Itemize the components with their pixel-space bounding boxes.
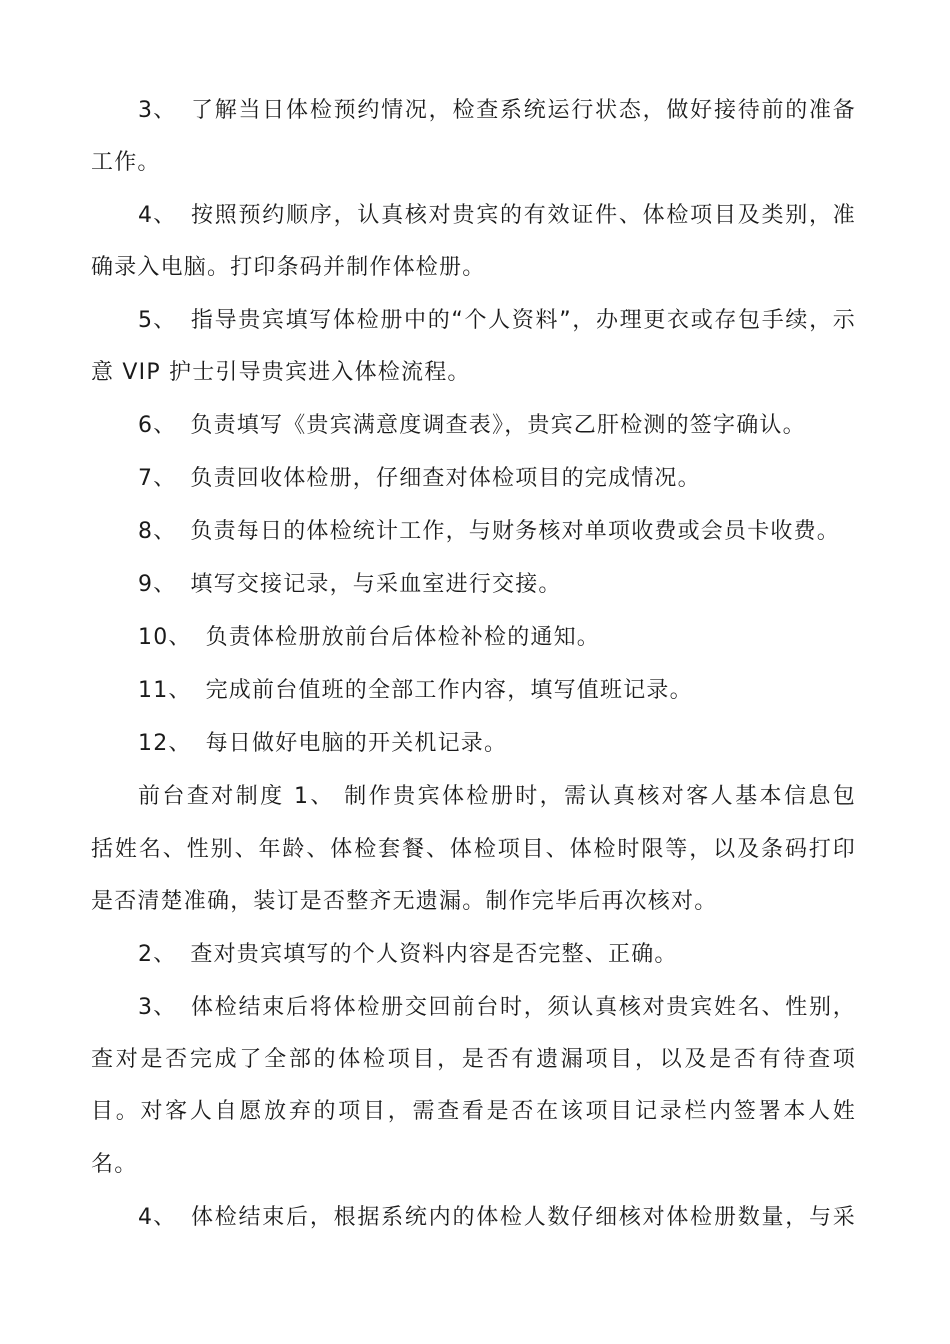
section-heading-line: 前台查对制度 1、 制作贵宾体检册时，需认真核对客人基本信息包 — [138, 784, 856, 809]
paragraph-line: 10、 负责体检册放前台后体检补检的通知。 — [138, 625, 601, 650]
paragraph-line: 确录入电脑。打印条码并制作体检册。 — [91, 255, 486, 280]
paragraph-line: 括姓名、性别、年龄、体检套餐、体检项目、体检时限等，以及条码打印 — [91, 837, 856, 862]
paragraph-line: 4、 体检结束后，根据系统内的体检人数仔细核对体检册数量，与采 — [138, 1205, 856, 1230]
paragraph-line: 是否清楚准确，装订是否整齐无遗漏。制作完毕后再次核对。 — [91, 889, 718, 914]
paragraph-line: 工作。 — [91, 150, 161, 175]
paragraph-line: 11、 完成前台值班的全部工作内容，填写值班记录。 — [138, 678, 693, 703]
paragraph-line: 9、 填写交接记录，与采血室进行交接。 — [138, 572, 562, 597]
paragraph-line: 3、 体检结束后将体检册交回前台时，须认真核对贵宾姓名、性别， — [138, 995, 856, 1020]
paragraph-line: 4、 按照预约顺序，认真核对贵宾的有效证件、体检项目及类别，准 — [138, 203, 856, 228]
paragraph-line: 名。 — [91, 1152, 138, 1177]
paragraph-line: 7、 负责回收体检册，仔细查对体检项目的完成情况。 — [138, 466, 701, 491]
paragraph-line: 2、 查对贵宾填写的个人资料内容是否完整、正确。 — [138, 942, 678, 967]
paragraph-line: 6、 负责填写《贵宾满意度调查表》，贵宾乙肝检测的签字确认。 — [138, 413, 806, 438]
paragraph-line: 查对是否完成了全部的体检项目，是否有遗漏项目，以及是否有待查项 — [91, 1047, 856, 1072]
paragraph-line: 12、 每日做好电脑的开关机记录。 — [138, 731, 508, 756]
paragraph-line: 意 VIP 护士引导贵宾进入体检流程。 — [91, 360, 471, 385]
paragraph-line: 3、 了解当日体检预约情况，检查系统运行状态，做好接待前的准备 — [138, 98, 856, 123]
paragraph-line: 5、 指导贵宾填写体检册中的“个人资料”，办理更衣或存包手续，示 — [138, 308, 856, 333]
paragraph-line: 8、 负责每日的体检统计工作，与财务核对单项收费或会员卡收费。 — [138, 519, 841, 544]
paragraph-line: 目。对客人自愿放弃的项目，需查看是否在该项目记录栏内签署本人姓 — [91, 1099, 856, 1124]
